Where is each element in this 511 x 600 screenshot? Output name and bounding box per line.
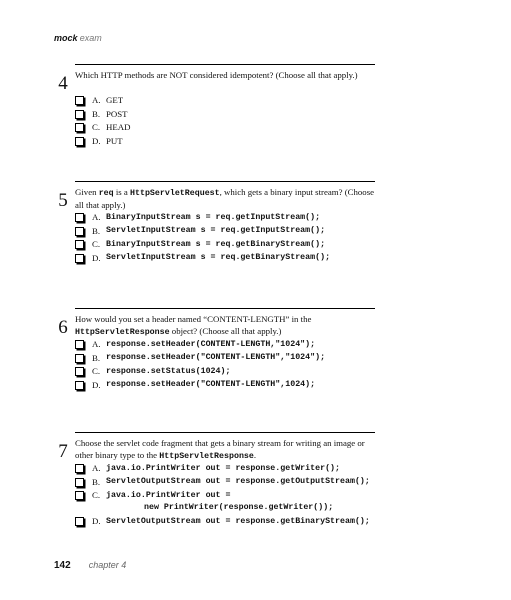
question-number: 4 xyxy=(58,73,68,94)
checkbox-icon[interactable] xyxy=(75,340,84,349)
option-letter: A. xyxy=(92,463,101,473)
checkbox-icon[interactable] xyxy=(75,123,84,132)
option-d[interactable] xyxy=(75,252,380,266)
option-text: response.setHeader("CONTENT-LENGTH",1024); xyxy=(106,380,316,390)
checkbox-icon[interactable] xyxy=(75,478,84,487)
option-b[interactable] xyxy=(75,476,380,490)
option-letter: A. xyxy=(92,212,101,222)
option-letter: B. xyxy=(92,108,101,119)
option-a[interactable] xyxy=(75,94,380,108)
option-text: ServletOutputStream out = response.getBinaryStream(); xyxy=(106,516,370,526)
option-text: ServletInputStream s = req.getBinaryStream(); xyxy=(106,253,331,263)
question-stem: How would you set a header named “CONTENT-LENGTH” in the HttpServletResponse object? (Choose all that apply.) xyxy=(75,314,312,337)
running-head xyxy=(54,33,102,43)
question-divider xyxy=(75,432,375,433)
running-head-light: exam xyxy=(79,33,102,43)
option-text: response.setStatus(1024); xyxy=(106,366,231,376)
option-c[interactable] xyxy=(75,365,380,379)
option-d[interactable] xyxy=(75,379,380,393)
checkbox-icon[interactable] xyxy=(75,254,84,263)
checkbox-icon[interactable] xyxy=(75,367,84,376)
answer-options xyxy=(75,211,380,265)
checkbox-icon[interactable] xyxy=(75,240,84,249)
question-divider xyxy=(75,181,375,182)
question-stem: Choose the servlet code fragment that gets a binary stream for writing an image or other binary type to the HttpServletResponse. xyxy=(75,438,365,461)
option-text: PUT xyxy=(106,135,123,146)
running-head-bold: mock xyxy=(54,33,78,43)
option-letter: D. xyxy=(92,379,101,390)
option-letter: C. xyxy=(92,122,101,133)
option-text: java.io.PrintWriter out = new PrintWriter(response.getWriter()); xyxy=(106,490,334,512)
option-text: BinaryInputStream s = req.getBinaryStream(); xyxy=(106,239,326,249)
option-letter: B. xyxy=(92,352,101,363)
question-stem: Given req is a HttpServletRequest, which gets a binary input stream? (Choose all that apply.) xyxy=(75,187,375,210)
page-footer xyxy=(54,555,126,573)
option-text: GET xyxy=(106,95,124,105)
option-b[interactable] xyxy=(75,225,380,239)
option-text: HEAD xyxy=(106,122,131,133)
option-text: ServletOutputStream out = response.getOutputStream(); xyxy=(106,477,370,487)
option-a[interactable] xyxy=(75,211,380,225)
option-c[interactable] xyxy=(75,121,380,135)
option-c[interactable] xyxy=(75,489,380,515)
option-text: ServletInputStream s = req.getInputStream(); xyxy=(106,226,326,236)
checkbox-icon[interactable] xyxy=(75,517,84,526)
option-d[interactable] xyxy=(75,135,380,149)
option-a[interactable] xyxy=(75,338,380,352)
question-number: 5 xyxy=(58,190,68,211)
answer-options xyxy=(75,462,380,529)
option-letter: B. xyxy=(92,476,101,487)
checkbox-icon[interactable] xyxy=(75,491,84,500)
checkbox-icon[interactable] xyxy=(75,354,84,363)
option-letter: B. xyxy=(92,225,101,236)
option-letter: D. xyxy=(92,516,101,527)
option-text: response.setHeader(CONTENT-LENGTH,"1024"); xyxy=(106,339,316,349)
option-text: response.setHeader("CONTENT-LENGTH","1024"); xyxy=(106,353,326,363)
option-letter: A. xyxy=(92,95,101,105)
checkbox-icon[interactable] xyxy=(75,213,84,222)
answer-options xyxy=(75,94,380,148)
checkbox-icon[interactable] xyxy=(75,96,84,105)
option-c[interactable] xyxy=(75,238,380,252)
answer-options xyxy=(75,338,380,392)
option-d[interactable] xyxy=(75,515,380,529)
checkbox-icon[interactable] xyxy=(75,464,84,473)
question-number: 6 xyxy=(58,317,68,338)
question-divider xyxy=(75,308,375,309)
question-number: 7 xyxy=(58,441,68,462)
option-b[interactable] xyxy=(75,352,380,366)
option-letter: C. xyxy=(92,366,101,377)
option-a[interactable] xyxy=(75,462,380,476)
question-divider xyxy=(75,64,375,65)
chapter-label: chapter 4 xyxy=(88,560,127,570)
option-b[interactable] xyxy=(75,108,380,122)
option-letter: D. xyxy=(92,135,101,146)
option-text: BinaryInputStream s = req.getInputStream(); xyxy=(106,212,321,222)
checkbox-icon[interactable] xyxy=(75,137,84,146)
page-number: 142 xyxy=(54,560,71,571)
checkbox-icon[interactable] xyxy=(75,381,84,390)
option-letter: C. xyxy=(92,490,101,501)
checkbox-icon[interactable] xyxy=(75,227,84,236)
option-letter: A. xyxy=(92,339,101,349)
question-stem: Which HTTP methods are NOT considered idempotent? (Choose all that apply.) xyxy=(75,70,358,80)
checkbox-icon[interactable] xyxy=(75,110,84,119)
option-text: java.io.PrintWriter out = response.getWriter(); xyxy=(106,463,341,473)
option-text: POST xyxy=(106,108,128,119)
option-letter: D. xyxy=(92,252,101,263)
option-letter: C. xyxy=(92,239,101,250)
